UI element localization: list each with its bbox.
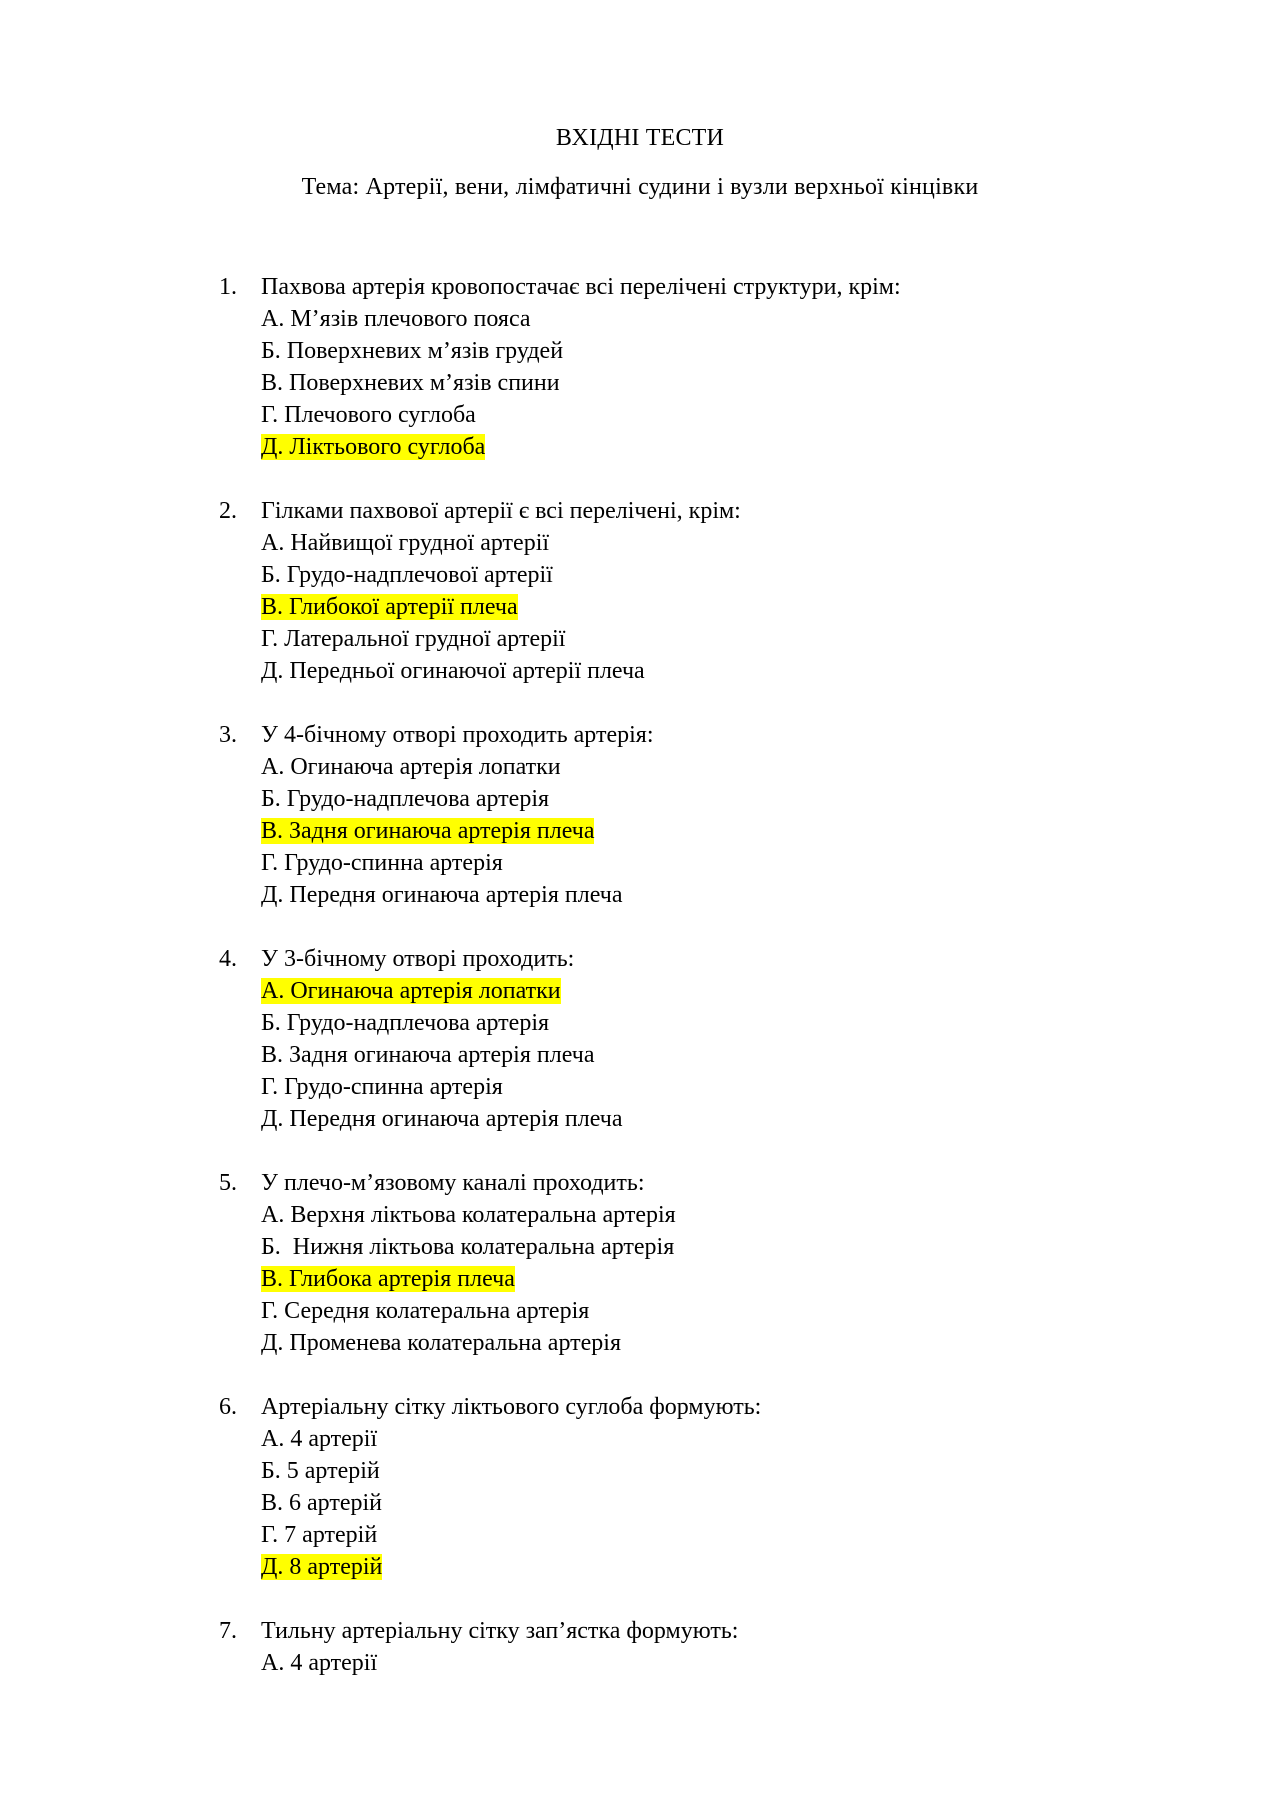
- question-number: 3.: [219, 722, 237, 748]
- answer-option-text: Д. Ліктьового суглоба: [261, 434, 486, 460]
- answer-option-text: Г. Грудо-спинна артерія: [261, 1074, 503, 1100]
- answer-option: [261, 655, 1280, 687]
- question-item: [0, 271, 1280, 463]
- question-number: 7.: [219, 1618, 237, 1644]
- answer-option-text: Б. Нижня ліктьова колатеральна артерія: [261, 1234, 675, 1260]
- answer-option-text: Г. 7 артерій: [261, 1522, 378, 1548]
- question-list: [0, 271, 1280, 1711]
- answer-option: [261, 1103, 1280, 1135]
- answer-option-text: Д. Променева колатеральна артерія: [261, 1330, 621, 1356]
- answer-option-highlighted: [261, 975, 1280, 1007]
- answer-option-text: Д. 8 артерій: [261, 1554, 383, 1580]
- answer-options: [0, 751, 1280, 911]
- page-topic: Тема: Артерії, вени, лімфатичні судини і вузли верхньої кінцівки: [301, 174, 979, 200]
- answer-option: [261, 1455, 1280, 1487]
- question-item: [0, 719, 1280, 911]
- answer-options: [0, 527, 1280, 687]
- answer-option-text: Г. Плечового суглоба: [261, 402, 476, 428]
- question-text: Тильну артеріальну сітку зап’ястка формують:: [261, 1618, 739, 1644]
- question-text: У 3-бічному отворі проходить:: [261, 946, 575, 972]
- question-number: 6.: [219, 1394, 237, 1420]
- answer-option-text: Г. Латеральної грудної артерії: [261, 626, 566, 652]
- answer-option: [261, 623, 1280, 655]
- answer-options: [0, 303, 1280, 463]
- answer-option-highlighted: [261, 591, 1280, 623]
- answer-option: [261, 1487, 1280, 1519]
- answer-option: [261, 847, 1280, 879]
- question-item: [0, 495, 1280, 687]
- answer-option-highlighted: [261, 1551, 1280, 1583]
- question-number: 2.: [219, 498, 237, 524]
- answer-option-text: А. Верхня ліктьова колатеральна артерія: [261, 1202, 676, 1228]
- answer-option-text: В. Задня огинаюча артерія плеча: [261, 1042, 595, 1068]
- answer-option-text: А. 4 артерії: [261, 1426, 378, 1452]
- answer-option-highlighted: [261, 815, 1280, 847]
- answer-option: [261, 1519, 1280, 1551]
- answer-option: [261, 367, 1280, 399]
- answer-option: [261, 559, 1280, 591]
- answer-option: [261, 1295, 1280, 1327]
- question-number: 1.: [219, 274, 237, 300]
- answer-option: [261, 1423, 1280, 1455]
- answer-option-text: В. 6 артерій: [261, 1490, 382, 1516]
- question-text: Артеріальну сітку ліктьового суглоба формують:: [261, 1394, 762, 1420]
- answer-option: [261, 1071, 1280, 1103]
- question-item: [0, 1391, 1280, 1583]
- question-text: У 4-бічному отворі проходить артерія:: [261, 722, 654, 748]
- question-number: 5.: [219, 1170, 237, 1196]
- answer-option-text: А. Огинаюча артерія лопатки: [261, 978, 561, 1004]
- answer-option: [261, 1231, 1280, 1263]
- question-item: [0, 1167, 1280, 1359]
- answer-option: [261, 751, 1280, 783]
- answer-option: [261, 399, 1280, 431]
- question-item: [0, 1615, 1280, 1679]
- answer-option-highlighted: [261, 431, 1280, 463]
- answer-option-text: В. Глибокої артерії плеча: [261, 594, 518, 620]
- answer-option-text: Б. Грудо-надплечова артерія: [261, 786, 550, 812]
- answer-option: [261, 1007, 1280, 1039]
- question-number: 4.: [219, 946, 237, 972]
- answer-option-text: Б. Грудо-надплечова артерія: [261, 1010, 550, 1036]
- answer-option: [261, 1039, 1280, 1071]
- answer-option-text: А. М’язів плечового пояса: [261, 306, 531, 332]
- answer-option: [261, 335, 1280, 367]
- answer-options: [0, 975, 1280, 1135]
- answer-option-text: Г. Грудо-спинна артерія: [261, 850, 503, 876]
- answer-option-text: В. Задня огинаюча артерія плеча: [261, 818, 595, 844]
- answer-option: [261, 1327, 1280, 1359]
- answer-options: [0, 1199, 1280, 1359]
- answer-option-text: В. Глибока артерія плеча: [261, 1266, 515, 1292]
- answer-option-text: В. Поверхневих м’язів спини: [261, 370, 560, 396]
- answer-option: [261, 1647, 1280, 1679]
- answer-option-text: А. 4 артерії: [261, 1650, 378, 1676]
- answer-option: [261, 879, 1280, 911]
- answer-option-text: Б. Поверхневих м’язів грудей: [261, 338, 564, 364]
- question-text: Пахвова артерія кровопостачає всі перелічені структури, крім:: [261, 274, 901, 300]
- answer-option-text: Б. Грудо-надплечової артерії: [261, 562, 553, 588]
- answer-option-text: Д. Передня огинаюча артерія плеча: [261, 882, 623, 908]
- question-text: У плечо-м’язовому каналі проходить:: [261, 1170, 645, 1196]
- question-text: Гілками пахвової артерії є всі перелічені, крім:: [261, 498, 741, 524]
- answer-option-text: А. Огинаюча артерія лопатки: [261, 754, 561, 780]
- answer-option-highlighted: [261, 1263, 1280, 1295]
- answer-option-text: Д. Передня огинаюча артерія плеча: [261, 1106, 623, 1132]
- answer-option-text: Д. Передньої огинаючої артерії плеча: [261, 658, 645, 684]
- answer-option-text: Г. Середня колатеральна артерія: [261, 1298, 590, 1324]
- page-title: ВХІДНІ ТЕСТИ: [555, 125, 725, 151]
- answer-option: [261, 527, 1280, 559]
- answer-options: [0, 1423, 1280, 1583]
- answer-options: [0, 1647, 1280, 1679]
- answer-option: [261, 783, 1280, 815]
- answer-option: [261, 303, 1280, 335]
- answer-option-text: Б. 5 артерій: [261, 1458, 380, 1484]
- answer-option-text: А. Найвищої грудної артерії: [261, 530, 550, 556]
- question-item: [0, 943, 1280, 1135]
- answer-option: [261, 1199, 1280, 1231]
